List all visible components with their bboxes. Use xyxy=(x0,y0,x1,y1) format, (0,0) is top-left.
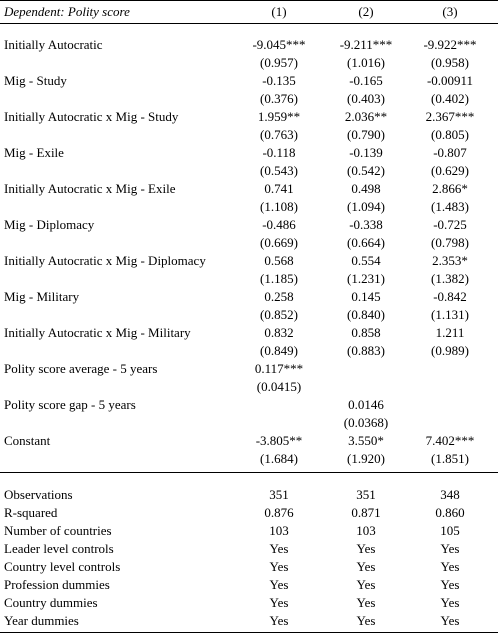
standard-error-cell: (0.669) xyxy=(260,235,298,250)
value-cell: 0.871 xyxy=(351,505,381,520)
standard-error-cell: (0.763) xyxy=(260,127,298,142)
standard-error-cell: (0.402) xyxy=(431,91,469,106)
value-cell: 0.498 xyxy=(351,181,381,196)
statistic-row xyxy=(0,558,498,576)
row-label: Initially Autocratic x Mig - Diplomacy xyxy=(4,253,206,268)
row-label: Country level controls xyxy=(4,559,121,574)
se-row xyxy=(0,306,498,324)
row-label: Mig - Diplomacy xyxy=(4,217,95,232)
value-cell: 7.402*** xyxy=(425,433,475,448)
value-cell: -0.165 xyxy=(349,73,383,88)
standard-error-cell: (1.094) xyxy=(347,199,385,214)
se-row xyxy=(0,414,498,432)
value-cell: Yes xyxy=(440,559,460,574)
row-label: Mig - Exile xyxy=(4,145,64,160)
statistic-row xyxy=(0,594,498,612)
value-cell: 0.832 xyxy=(264,325,294,340)
value-cell: Yes xyxy=(356,541,376,556)
standard-error-cell: (0.805) xyxy=(431,127,469,142)
value-cell: Yes xyxy=(356,613,376,628)
value-cell: Yes xyxy=(269,577,289,592)
value-cell: 1.211 xyxy=(435,325,465,340)
standard-error-cell: (0.790) xyxy=(347,127,385,142)
value-cell: 0.145 xyxy=(351,289,381,304)
dependent-variable-label: Dependent: Polity score xyxy=(4,4,130,19)
value-cell: -9.045*** xyxy=(252,37,306,52)
bottom-rule xyxy=(0,632,498,633)
standard-error-cell: (0.0415) xyxy=(256,379,302,394)
value-cell: Yes xyxy=(356,577,376,592)
value-cell: -0.338 xyxy=(349,217,383,232)
standard-error-cell: (0.849) xyxy=(260,343,298,358)
coefficient-row xyxy=(0,360,498,378)
row-label: Polity score average - 5 years xyxy=(4,361,158,376)
standard-error-cell: (1.131) xyxy=(431,307,469,322)
standard-error-cell: (0.957) xyxy=(260,55,298,70)
value-cell: Yes xyxy=(269,541,289,556)
coefficient-row xyxy=(0,72,498,90)
value-cell: 0.860 xyxy=(435,505,465,520)
coefficient-row xyxy=(0,216,498,234)
row-label: Profession dummies xyxy=(4,577,110,592)
standard-error-cell: (0.798) xyxy=(431,235,469,250)
standard-error-cell: (0.629) xyxy=(431,163,469,178)
row-label: Leader level controls xyxy=(4,541,114,556)
row-label: Initially Autocratic x Mig - Study xyxy=(4,109,179,124)
statistic-row xyxy=(0,504,498,522)
value-cell: 351 xyxy=(356,487,376,502)
value-cell: 105 xyxy=(440,523,460,538)
standard-error-cell: (1.108) xyxy=(260,199,298,214)
value-cell: 0.258 xyxy=(264,289,294,304)
statistic-row xyxy=(0,522,498,540)
row-label: Observations xyxy=(4,487,73,502)
value-cell: 2.866* xyxy=(432,181,468,196)
se-row xyxy=(0,126,498,144)
se-row xyxy=(0,162,498,180)
statistic-row xyxy=(0,486,498,504)
row-label: Polity score gap - 5 years xyxy=(4,397,136,412)
value-cell: -3.805** xyxy=(255,433,303,448)
value-cell: -0.486 xyxy=(262,217,296,232)
coefficient-row xyxy=(0,108,498,126)
standard-error-cell: (1.851) xyxy=(431,451,469,466)
value-cell: -0.118 xyxy=(262,145,296,160)
value-cell: 3.550* xyxy=(348,433,384,448)
standard-error-cell: (0.376) xyxy=(260,91,298,106)
standard-error-cell: (1.016) xyxy=(347,55,385,70)
value-cell: 0.0146 xyxy=(348,397,384,412)
row-label: Initially Autocratic xyxy=(4,37,103,52)
row-label: Number of countries xyxy=(4,523,112,538)
se-row xyxy=(0,198,498,216)
coefficient-row xyxy=(0,180,498,198)
value-cell: -0.807 xyxy=(433,145,467,160)
coefficient-row xyxy=(0,288,498,306)
value-cell: 0.876 xyxy=(264,505,294,520)
value-cell: Yes xyxy=(269,559,289,574)
value-cell: Yes xyxy=(356,559,376,574)
row-label: R-squared xyxy=(4,505,58,520)
coefficient-row xyxy=(0,324,498,342)
row-label: Year dummies xyxy=(4,613,79,628)
row-label: Mig - Military xyxy=(4,289,80,304)
value-cell: Yes xyxy=(440,613,460,628)
statistic-row xyxy=(0,612,498,630)
standard-error-cell: (0.883) xyxy=(347,343,385,358)
standard-error-cell: (0.403) xyxy=(347,91,385,106)
value-cell: Yes xyxy=(440,541,460,556)
row-label: Mig - Study xyxy=(4,73,67,88)
value-cell: 348 xyxy=(440,487,460,502)
standard-error-cell: (1.684) xyxy=(260,451,298,466)
standard-error-cell: (0.840) xyxy=(347,307,385,322)
value-cell: 1.959** xyxy=(257,109,301,124)
column-header-3: (3) xyxy=(442,4,458,19)
value-cell: -9.211*** xyxy=(339,37,393,52)
row-label: Initially Autocratic x Mig - Exile xyxy=(4,181,176,196)
column-header-1: (1) xyxy=(271,4,287,19)
standard-error-cell: (0.852) xyxy=(260,307,298,322)
header-row xyxy=(0,3,498,21)
standard-error-cell: (0.543) xyxy=(260,163,298,178)
standard-error-cell: (1.231) xyxy=(347,271,385,286)
value-cell: 0.554 xyxy=(351,253,381,268)
row-label: Constant xyxy=(4,433,51,448)
coefficient-row xyxy=(0,432,498,450)
standard-error-cell: (1.185) xyxy=(260,271,298,286)
coefficient-row xyxy=(0,252,498,270)
se-row xyxy=(0,234,498,252)
se-row xyxy=(0,90,498,108)
standard-error-cell: (0.664) xyxy=(347,235,385,250)
se-row xyxy=(0,450,498,468)
value-cell: Yes xyxy=(440,577,460,592)
se-row xyxy=(0,342,498,360)
standard-error-cell: (1.382) xyxy=(431,271,469,286)
standard-error-cell: (0.989) xyxy=(431,343,469,358)
se-row xyxy=(0,54,498,72)
value-cell: 2.367*** xyxy=(425,109,475,124)
value-cell: 2.036** xyxy=(344,109,388,124)
value-cell: Yes xyxy=(356,595,376,610)
value-cell: 0.117*** xyxy=(254,361,304,376)
coefficient-row xyxy=(0,36,498,54)
header-rule xyxy=(0,23,498,24)
value-cell: 0.858 xyxy=(351,325,381,340)
standard-error-cell: (1.483) xyxy=(431,199,469,214)
se-row xyxy=(0,378,498,396)
value-cell: -0.00911 xyxy=(426,73,474,88)
statistic-row xyxy=(0,540,498,558)
value-cell: -9.922*** xyxy=(423,37,477,52)
statistic-row xyxy=(0,576,498,594)
coefficient-row xyxy=(0,396,498,414)
value-cell: Yes xyxy=(440,595,460,610)
row-label: Initially Autocratic x Mig - Military xyxy=(4,325,191,340)
se-row xyxy=(0,270,498,288)
standard-error-cell: (0.0368) xyxy=(343,415,389,430)
column-header-2: (2) xyxy=(358,4,374,19)
value-cell: 0.741 xyxy=(264,181,294,196)
value-cell: -0.842 xyxy=(433,289,467,304)
top-rule xyxy=(0,0,498,1)
standard-error-cell: (0.958) xyxy=(431,55,469,70)
row-label: Country dummies xyxy=(4,595,98,610)
stats-rule xyxy=(0,472,498,473)
value-cell: -0.135 xyxy=(262,73,296,88)
value-cell: Yes xyxy=(269,613,289,628)
value-cell: 2.353* xyxy=(432,253,468,268)
value-cell: -0.725 xyxy=(433,217,467,232)
standard-error-cell: (0.542) xyxy=(347,163,385,178)
value-cell: -0.139 xyxy=(349,145,383,160)
value-cell: Yes xyxy=(269,595,289,610)
value-cell: 103 xyxy=(269,523,289,538)
value-cell: 103 xyxy=(356,523,376,538)
value-cell: 0.568 xyxy=(264,253,294,268)
coefficient-row xyxy=(0,144,498,162)
value-cell: 351 xyxy=(269,487,289,502)
standard-error-cell: (1.920) xyxy=(347,451,385,466)
